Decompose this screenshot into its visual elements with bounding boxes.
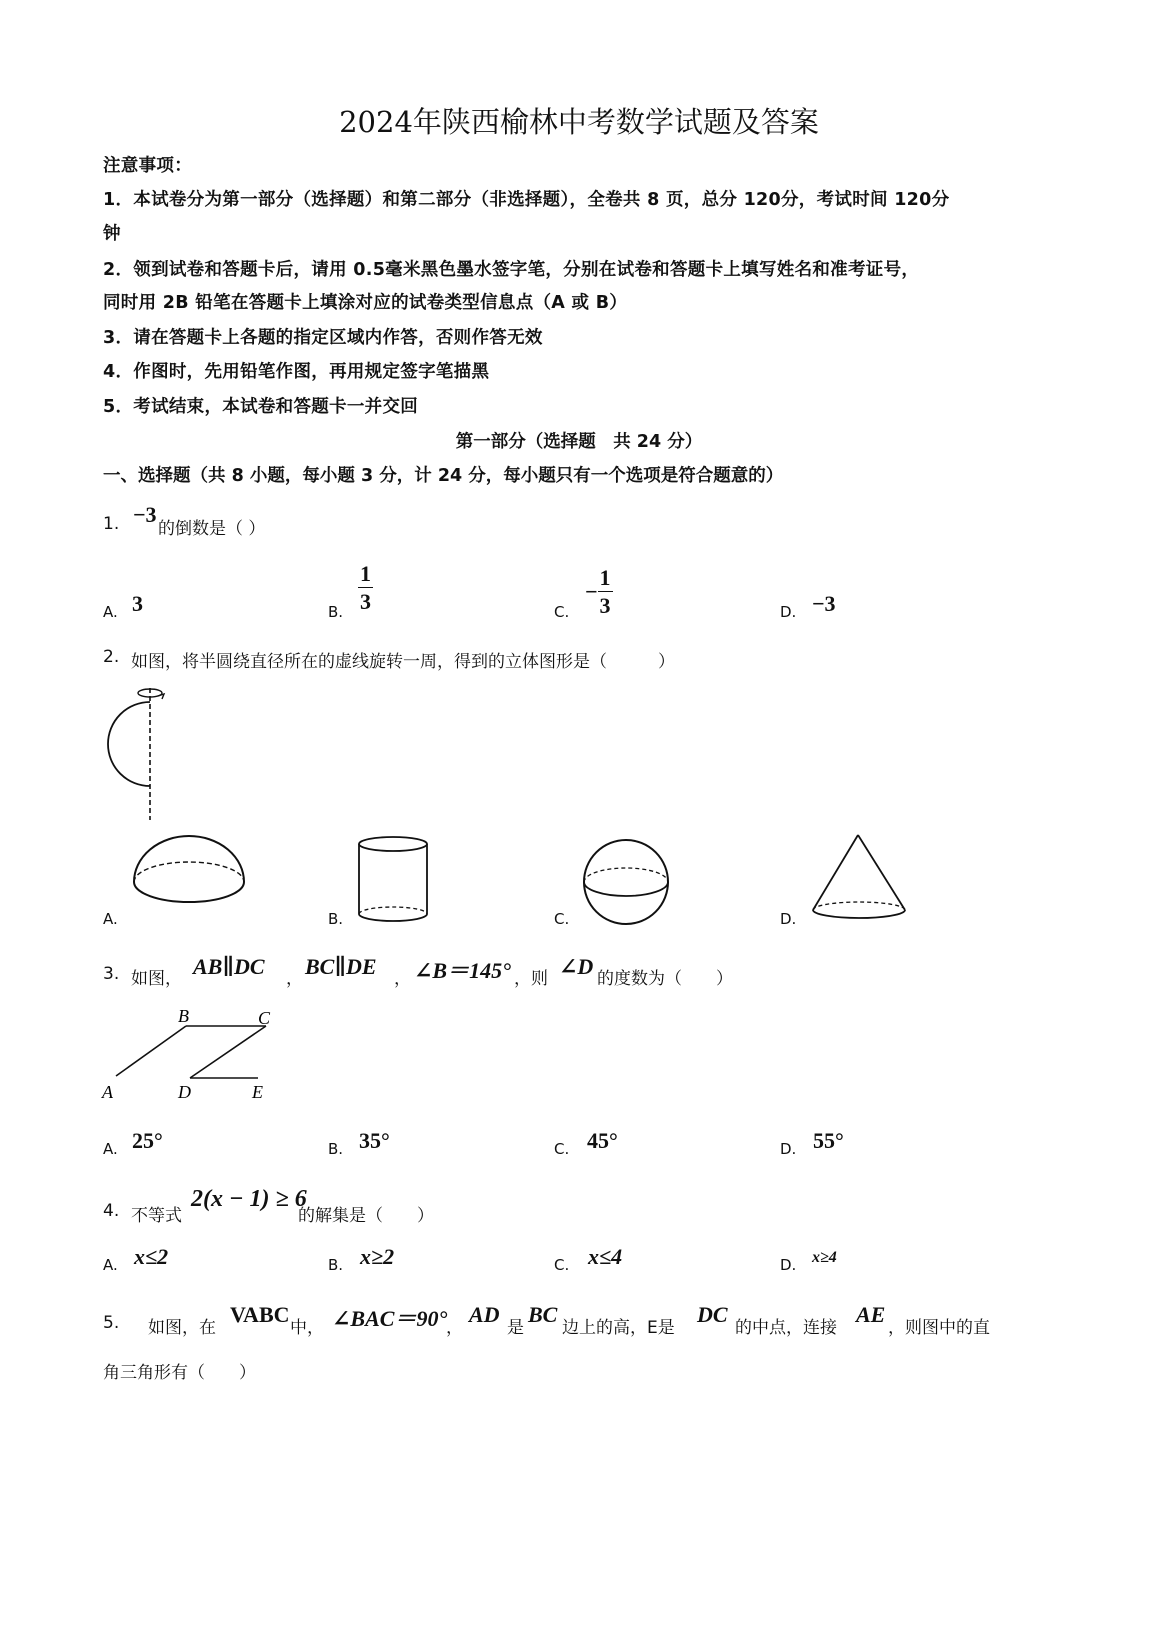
q5-text-line-2: 角三角形有（ ） xyxy=(103,1363,256,1383)
q3-separator-1: ， xyxy=(286,969,303,989)
q4-option-c-letter[interactable]: C. xyxy=(554,1256,570,1274)
notice-item-1-cont: 钟 xyxy=(103,224,121,244)
figure-label-c: C xyxy=(258,1008,271,1028)
q1-option-d-letter[interactable]: D. xyxy=(780,603,797,621)
q1-option-d-value: −3 xyxy=(812,591,836,616)
q1-number: 1. xyxy=(103,514,120,534)
q3-option-a-value: 25° xyxy=(132,1128,163,1153)
page-title: 2024年陕西榆林中考数学试题及答案 xyxy=(339,105,819,139)
q1-text: 的倒数是（ ） xyxy=(158,519,266,539)
q3-condition-bc-de: BC∥DE xyxy=(305,954,377,979)
q3-option-c-letter[interactable]: C. xyxy=(554,1140,570,1158)
cylinder-figure xyxy=(352,834,434,926)
figure-label-e: E xyxy=(252,1082,263,1102)
q1-option-b-fraction xyxy=(358,563,373,613)
q3-mid-text: ，则 xyxy=(514,969,548,989)
q5-number: 5. xyxy=(103,1313,120,1333)
q1-option-c-fraction xyxy=(585,567,613,617)
q3-option-a-letter[interactable]: A. xyxy=(103,1140,118,1158)
notice-item-2-cont: 同时用 2B 铅笔在答题卡上填涂对应的试卷类型信息点（A 或 B） xyxy=(103,293,628,313)
hemisphere-figure xyxy=(128,834,250,924)
q4-inequality: 2(x − 1) ≥ 6 xyxy=(191,1186,307,1212)
q5-text-4: 是 xyxy=(507,1318,524,1338)
q5-right-angle: ∠BAC＝90° xyxy=(332,1306,448,1331)
q1-option-c-denominator: 3 xyxy=(599,593,611,618)
q1-option-c-letter[interactable]: C. xyxy=(554,603,570,621)
q3-number: 3. xyxy=(103,964,120,984)
q4-option-b-value: x≥2 xyxy=(360,1244,395,1269)
section-one-heading: 一、选择题（共 8 小题，每小题 3 分，计 24 分，每小题只有一个选项是符合题意的） xyxy=(103,466,784,486)
notice-item-1: 1．本试卷分为第一部分（选择题）和第二部分（非选择题），全卷共 8 页，总分 120分，考试时间 120分 xyxy=(103,190,950,210)
q2-option-c-letter[interactable]: C. xyxy=(554,910,570,928)
q5-text-2: 中， xyxy=(290,1318,324,1338)
q1-option-b-letter[interactable]: B. xyxy=(328,603,344,621)
q1-expression: −3 xyxy=(133,502,157,527)
q4-option-b-letter[interactable]: B. xyxy=(328,1256,344,1274)
semicircle-rotation-figure xyxy=(98,682,168,822)
q2-text: 如图，将半圆绕直径所在的虚线旋转一周，得到的立体图形是（ ） xyxy=(131,652,675,672)
q4-option-c-value: x≤4 xyxy=(588,1244,623,1269)
q5-text-3: ， xyxy=(446,1318,463,1338)
q2-number: 2. xyxy=(103,647,120,667)
q3-separator-2: ， xyxy=(394,969,411,989)
q1-option-c-numerator: 1 xyxy=(599,565,611,590)
q3-option-d-value: 55° xyxy=(813,1128,844,1153)
q3-option-c-value: 45° xyxy=(587,1128,618,1153)
q1-option-a-letter[interactable]: A. xyxy=(103,603,118,621)
q4-number: 4. xyxy=(103,1201,120,1221)
notice-item-4: 4．作图时，先用铅笔作图，再用规定签字笔描黑 xyxy=(103,362,490,382)
q5-text-1: 如图，在 xyxy=(148,1318,216,1338)
q5-text-6: 的中点，连接 xyxy=(735,1318,837,1338)
notice-heading: 注意事项： xyxy=(103,156,192,176)
q1-option-b-denominator: 3 xyxy=(360,589,371,614)
q3-option-b-letter[interactable]: B. xyxy=(328,1140,344,1158)
q5-ae: AE xyxy=(856,1302,886,1327)
q2-option-a-letter[interactable]: A. xyxy=(103,910,118,928)
parallel-lines-figure xyxy=(98,1004,288,1104)
figure-label-b: B xyxy=(178,1006,189,1026)
notice-item-3: 3．请在答题卡上各题的指定区域内作答，否则作答无效 xyxy=(103,328,543,348)
q5-text-7: ，则图中的直 xyxy=(888,1318,990,1338)
figure-label-d: D xyxy=(178,1082,191,1102)
q2-option-d-letter[interactable]: D. xyxy=(780,910,797,928)
q1-option-a-value: 3 xyxy=(132,591,143,616)
q5-text-5: 边上的高，E是 xyxy=(562,1318,675,1338)
q1-option-b-numerator: 1 xyxy=(360,561,371,586)
part-one-heading: 第一部分（选择题 共 24 分） xyxy=(455,432,703,452)
q4-option-d-letter[interactable]: D. xyxy=(780,1256,797,1274)
notice-item-2: 2．领到试卷和答题卡后，请用 0.5毫米黑色墨水签字笔，分别在试卷和答题卡上填写姓名和准考证号， xyxy=(103,260,920,280)
q5-ad: AD xyxy=(469,1302,500,1327)
q3-condition-angle-b: ∠B＝145° xyxy=(414,958,511,983)
q5-bc: BC xyxy=(528,1302,558,1327)
q3-condition-ab-dc: AB∥DC xyxy=(193,954,265,979)
figure-label-a: A xyxy=(102,1082,113,1102)
q5-dc: DC xyxy=(697,1302,728,1327)
q3-prefix: 如图， xyxy=(131,969,182,989)
sphere-figure xyxy=(580,836,674,928)
q3-option-d-letter[interactable]: D. xyxy=(780,1140,797,1158)
q3-target-angle: ∠D xyxy=(559,954,594,979)
q4-option-a-letter[interactable]: A. xyxy=(103,1256,118,1274)
q4-suffix: 的解集是（ ） xyxy=(298,1206,434,1226)
cone-figure xyxy=(808,830,912,926)
q4-prefix: 不等式 xyxy=(131,1206,182,1226)
q3-option-b-value: 35° xyxy=(359,1128,390,1153)
q2-option-b-letter[interactable]: B. xyxy=(328,910,344,928)
q1-option-c-sign: − xyxy=(585,579,598,604)
notice-item-5: 5．考试结束，本试卷和答题卡一并交回 xyxy=(103,397,419,417)
q4-option-a-value: x≤2 xyxy=(134,1244,169,1269)
q4-option-d-value: x≥4 xyxy=(812,1249,837,1266)
q3-suffix: 的度数为（ ） xyxy=(597,969,733,989)
q5-triangle: VABC xyxy=(230,1302,290,1327)
